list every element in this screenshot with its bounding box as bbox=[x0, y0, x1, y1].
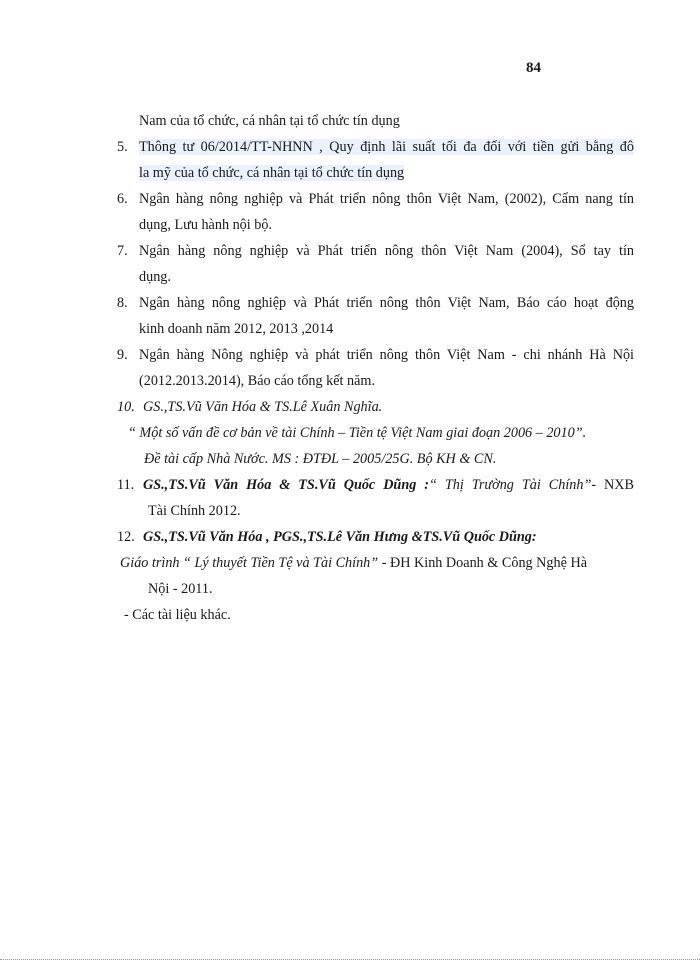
reference-text: dụng, Lưu hành nội bộ. bbox=[139, 217, 273, 233]
reference-continuation bbox=[139, 112, 400, 130]
reference-number: 6. bbox=[117, 191, 128, 207]
reference-text: Ngân hàng Nông nghiệp và phát triển nông thôn Việt Nam - chi nhánh Hà Nội bbox=[139, 347, 634, 363]
reference-number: 9. bbox=[117, 347, 128, 363]
reference-text: Ngân hàng nông nghiệp và Phát triển nông thôn Việt Nam (2004), Sổ tay tín bbox=[139, 243, 634, 259]
reference-continuation bbox=[139, 320, 333, 338]
reference-text: la mỹ của tổ chức, cá nhân tại tổ chức tín dụng bbox=[139, 165, 405, 181]
reference-text: Nam của tổ chức, cá nhân tại tổ chức tín dụng bbox=[139, 113, 400, 129]
reference-continuation bbox=[139, 216, 272, 234]
reference-item-12 bbox=[117, 528, 537, 546]
reference-number: 10. bbox=[117, 399, 135, 415]
reference-colon: : bbox=[416, 477, 430, 493]
reference-author: GS.,TS.Vũ Văn Hóa & TS.Vũ Quốc Dũng bbox=[143, 477, 417, 493]
reference-text: (2012.2013.2014), Báo cáo tổng kết năm. bbox=[139, 373, 376, 389]
reference-continuation bbox=[148, 580, 213, 598]
reference-item-11 bbox=[117, 476, 634, 494]
reference-text: Tài Chính 2012. bbox=[148, 503, 241, 519]
reference-continuation bbox=[139, 164, 404, 182]
reference-author: GS.,TS.Vũ Văn Hóa , PGS.,TS.Lê Văn Hưng &TS.Vũ Quốc Dũng: bbox=[143, 529, 537, 545]
reference-number: 5. bbox=[117, 139, 128, 155]
reference-text: Ngân hàng nông nghiệp và Phát triển nông thôn Việt Nam, (2002), Cẩm nang tín bbox=[139, 191, 634, 207]
reference-text: Đề tài cấp Nhà Nước. MS : ĐTĐL – 2005/25G. Bộ KH & CN. bbox=[144, 451, 497, 467]
reference-continuation bbox=[139, 372, 375, 390]
reference-text: Thông tư 06/2014/TT-NHNN , Quy định lãi suất tối đa đối với tiền gửi bằng đô bbox=[139, 139, 634, 155]
reference-number: 11. bbox=[117, 477, 135, 493]
reference-text: Giáo trình “ Lý thuyết Tiền Tệ và Tài Chính” bbox=[120, 555, 379, 571]
reference-text: Nội - 2011. bbox=[148, 581, 213, 597]
reference-continuation bbox=[144, 450, 496, 468]
reference-number: 8. bbox=[117, 295, 128, 311]
reference-text: “ Một số vấn đề cơ bản về tài Chính – Tiền tệ Việt Nam giai đoạn 2006 – 2010”. bbox=[128, 425, 587, 441]
reference-item-7 bbox=[117, 242, 634, 260]
reference-number: 12. bbox=[117, 529, 135, 545]
reference-text: dụng. bbox=[139, 269, 171, 285]
reference-item-8 bbox=[117, 294, 634, 312]
reference-item-5 bbox=[117, 138, 634, 156]
page-number: 84 bbox=[526, 60, 541, 76]
reference-text: - Các tài liệu khác. bbox=[124, 607, 231, 623]
reference-title bbox=[120, 554, 587, 572]
reference-continuation bbox=[148, 502, 241, 520]
reference-continuation bbox=[139, 268, 171, 286]
reference-item-10 bbox=[117, 398, 382, 416]
reference-item-9 bbox=[117, 346, 634, 364]
reference-text: Ngân hàng nông nghiệp và Phát triển nông thôn Việt Nam, Báo cáo hoạt động bbox=[139, 295, 634, 311]
reference-other bbox=[124, 606, 231, 624]
reference-item-6 bbox=[117, 190, 634, 208]
reference-number: 7. bbox=[117, 243, 128, 259]
reference-title: “ Thị Trường Tài Chính” bbox=[429, 477, 592, 493]
reference-title bbox=[128, 424, 586, 442]
reference-author: GS.,TS.Vũ Văn Hóa & TS.Lê Xuân Nghĩa. bbox=[143, 399, 383, 415]
reference-publisher: - NXB bbox=[591, 477, 634, 493]
reference-text: kinh doanh năm 2012, 2013 ,2014 bbox=[139, 321, 334, 337]
reference-publisher: - ĐH Kinh Doanh & Công Nghệ Hà bbox=[378, 555, 587, 571]
